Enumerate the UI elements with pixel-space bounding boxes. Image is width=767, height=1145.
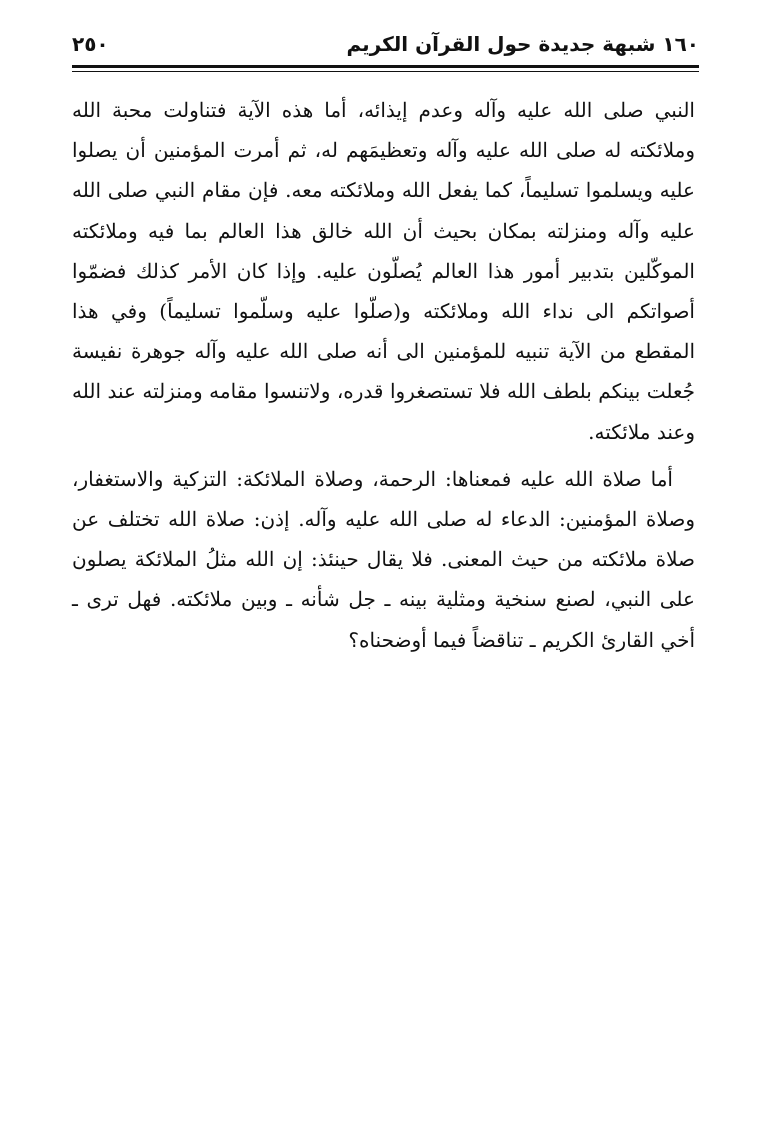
page-header xyxy=(72,30,699,64)
header-rule-thick xyxy=(72,65,699,68)
paragraph-2: أما صلاة الله عليه فمعناها: الرحمة، وصلاة الملائكة: التزكية والاستغفار، وصلاة المؤمنين: الدعاء له صلى الله عليه وآله. إذن: صلاة الله تختلف عن صلاة ملائكته من حيث المعنى. فلا يقال حينئذ: إن الله مثلُ الملائكة يصلون على النبي، لصنع سنخية ومثلية بينه ـ جل شأنه ـ وبين ملائكته. فهل ترى ـ أخي القارئ الكريم ـ تناقضاً فيما أوضحناه؟ xyxy=(72,466,695,652)
header-rule-thin xyxy=(72,71,699,72)
paragraph-1: النبي صلى الله عليه وآله وعدم إيذائه، أما هذه الآية فتناولت محبة الله وملائكته له صلى الله عليه وآله وتعظيمَهم له، ثم أمرت المؤمنين أن يصلوا عليه ويسلموا تسليماً، كما يفعل الله وملائكته معه. فإن مقام النبي صلى الله عليه وآله ومنزلته بمكان بحيث أن الله خالق هذا العالم بما فيه وملائكته الموكّلين بتدبير أمور هذا العالم يُصلّون عليه. وإذا كان الأمر كذلك فضمّوا أصواتكم الى نداء الله وملائكته و(صلّوا عليه وسلّموا تسليماً) وفي هذا المقطع من الآية تنبيه للمؤمنين الى أنه صلى الله عليه وآله جوهرة نفيسة جُعلت بينكم بلطف الله فلا تستصغروا قدره، ولاتنسوا مقامه ومنزلته عند الله وعند ملائكته. xyxy=(72,98,695,444)
page-number: ٢٥٠ xyxy=(72,32,109,56)
running-title: ١٦٠ شبهة جديدة حول القرآن الكريم xyxy=(346,32,699,56)
body-text xyxy=(72,90,695,660)
